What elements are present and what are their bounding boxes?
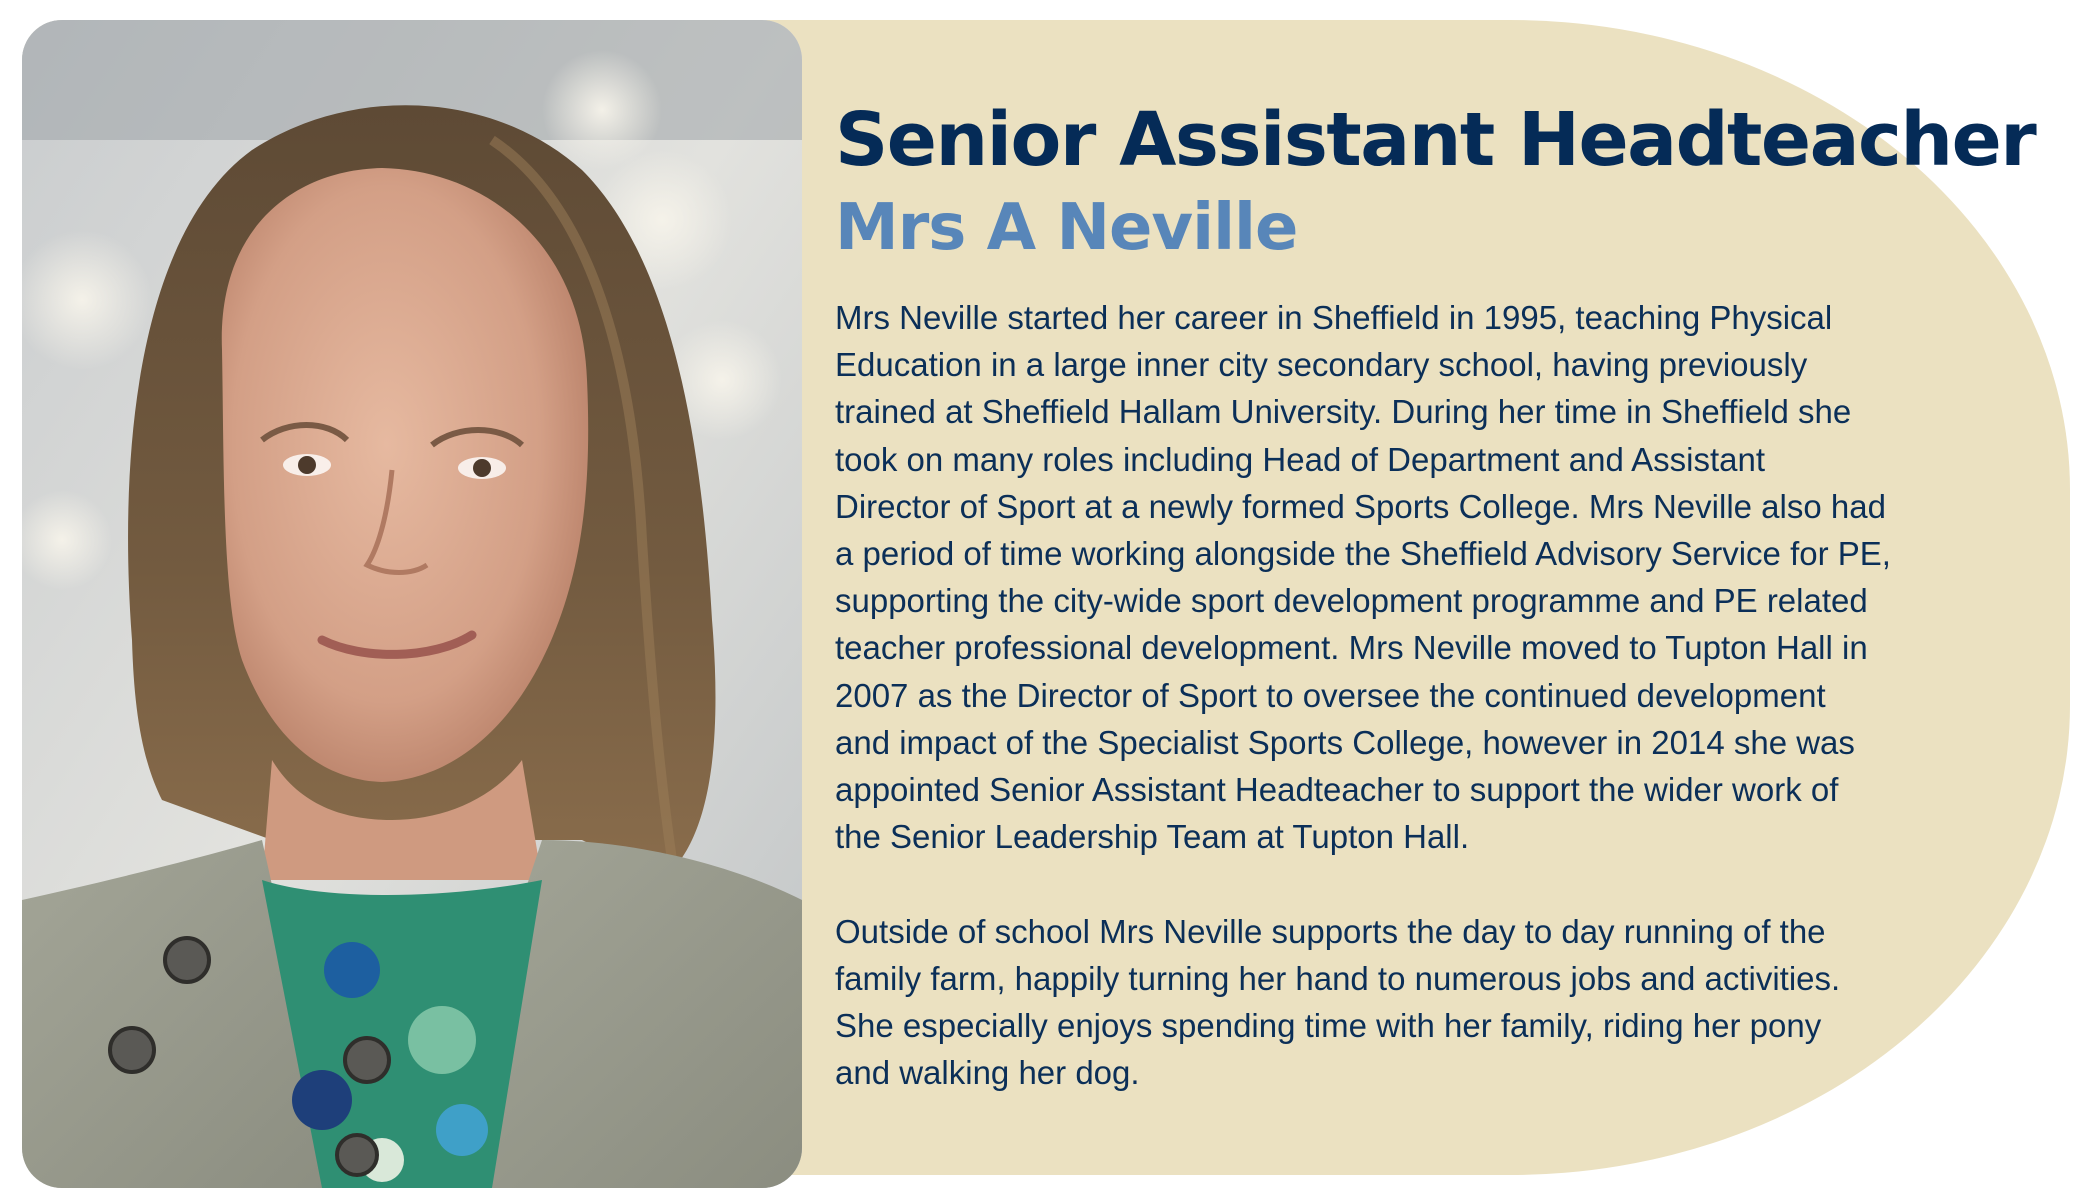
profile-text bbox=[835, 92, 2036, 1096]
bio-line: She especially enjoys spending time with her family, riding her pony bbox=[835, 1007, 1822, 1045]
bio-line: Director of Sport at a newly formed Sports College. Mrs Neville also had bbox=[835, 487, 1886, 525]
bio-line: Outside of school Mrs Neville supports the day to day running of the bbox=[835, 912, 1826, 950]
bio-line: took on many roles including Head of Department and Assistant bbox=[835, 440, 1766, 478]
bio-line: and impact of the Specialist Sports College, however in 2014 she was bbox=[835, 723, 1855, 761]
bio-line: 2007 as the Director of Sport to oversee the continued development bbox=[835, 676, 1826, 714]
role-title: Senior Assistant Headteacher bbox=[835, 97, 2036, 183]
portrait-illustration bbox=[22, 20, 802, 1188]
bio-line: Education in a large inner city secondary school, having previously bbox=[835, 346, 1808, 384]
person-name: Mrs A Neville bbox=[835, 191, 1298, 265]
bio-line: trained at Sheffield Hallam University. During her time in Sheffield she bbox=[835, 393, 1852, 431]
paragraph-spacer bbox=[835, 860, 1985, 907]
bio-line: family farm, happily turning her hand to numerous jobs and activities. bbox=[835, 959, 1841, 997]
bio-line: supporting the city-wide sport development programme and PE related bbox=[835, 582, 1868, 620]
bio-line: the Senior Leadership Team at Tupton Hall. bbox=[835, 818, 1470, 856]
bio-line: appointed Senior Assistant Headteacher to support the wider work of bbox=[835, 771, 1839, 809]
bio-line: Mrs Neville started her career in Sheffield in 1995, teaching Physical bbox=[835, 299, 1833, 336]
portrait-photo bbox=[22, 20, 802, 1188]
biography bbox=[835, 294, 1985, 1096]
bio-line: and walking her dog. bbox=[835, 1054, 1140, 1092]
bio-line: a period of time working alongside the Sheffield Advisory Service for PE, bbox=[835, 535, 1891, 573]
bio-line: teacher professional development. Mrs Neville moved to Tupton Hall in bbox=[835, 629, 1868, 667]
